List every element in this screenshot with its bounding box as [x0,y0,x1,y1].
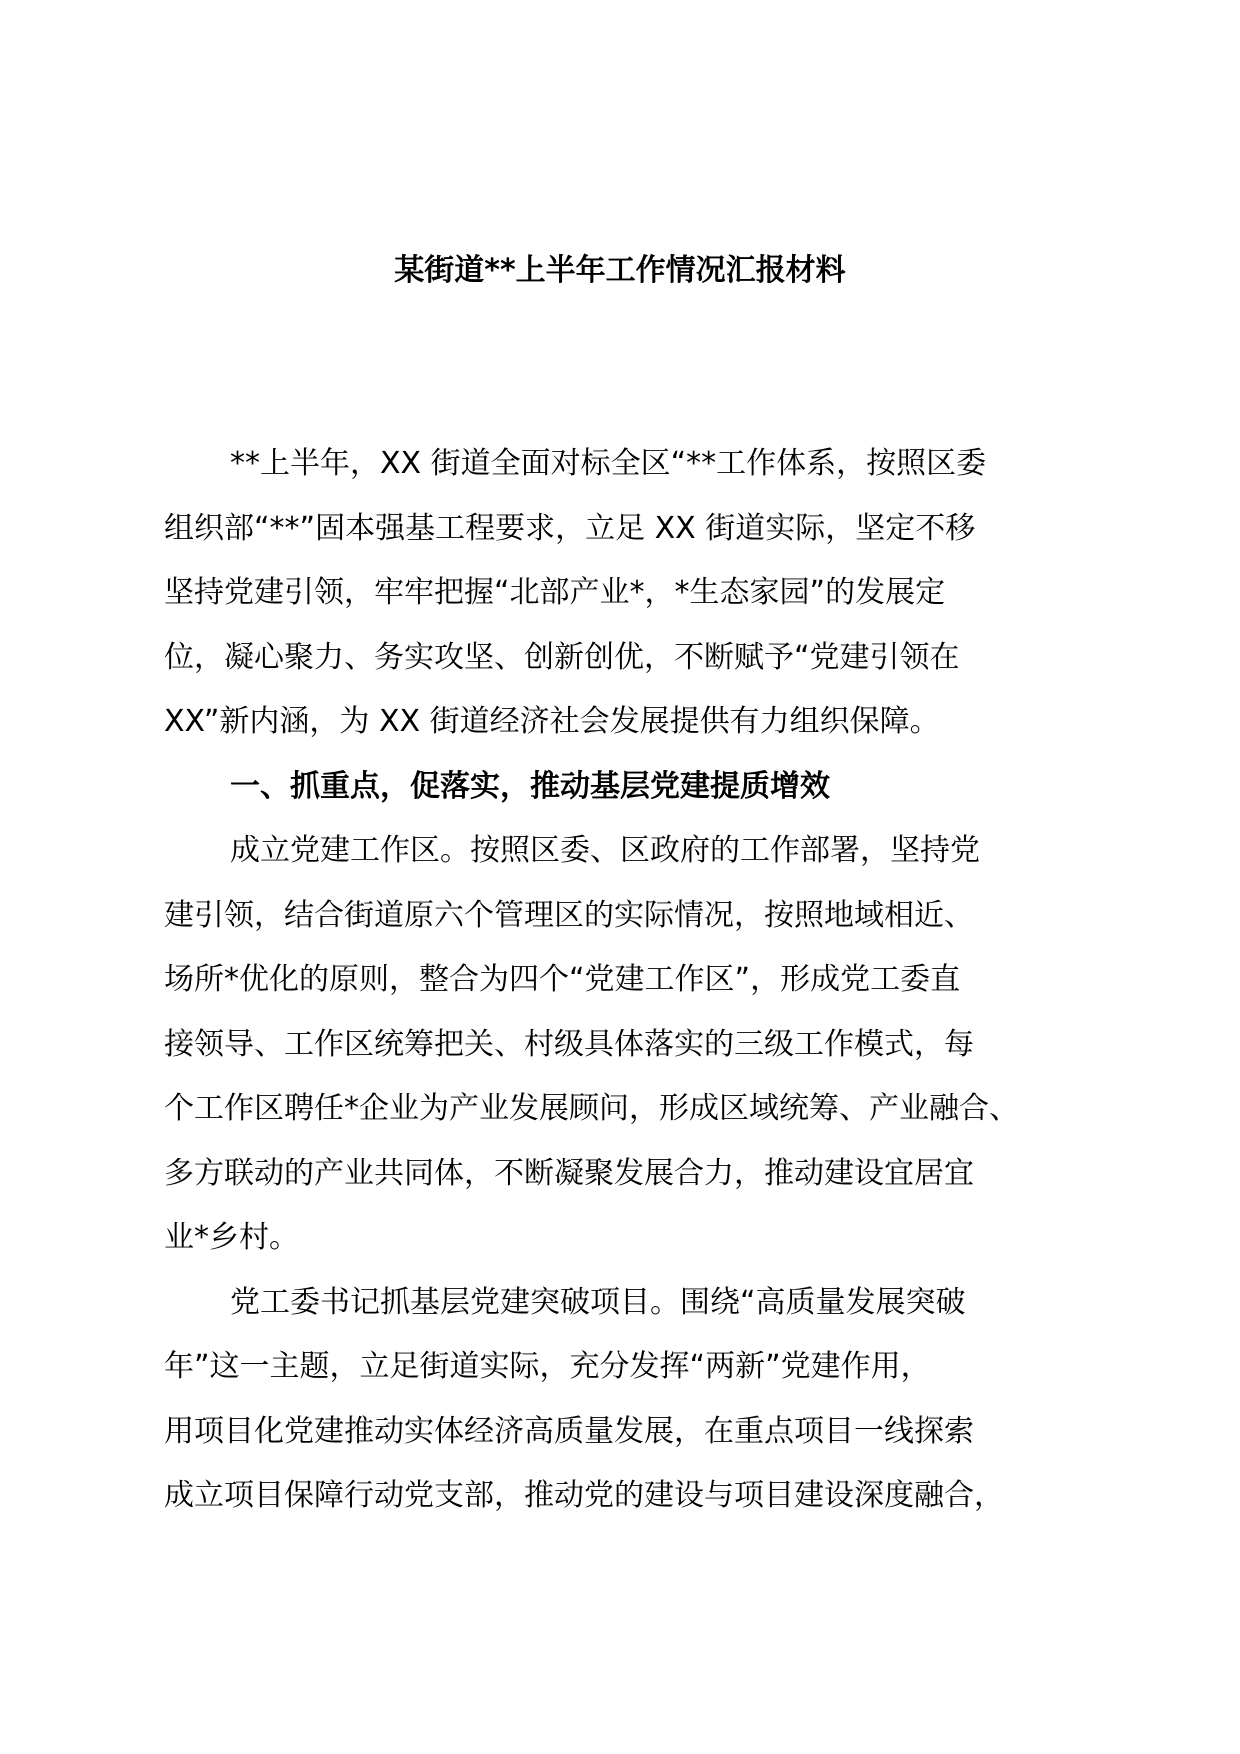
text-line: 用项目化党建推动实体经济高质量发展，在重点项目一线探索 [164,1413,974,1449]
text-line: 建引领，结合街道原六个管理区的实际情况，按照地域相近、 [164,897,974,933]
text-line: 场所*优化的原则，整合为四个“党建工作区”，形成党工委直 [164,962,961,997]
document-body [164,432,1084,1529]
party-work-zone-paragraph [164,819,1084,1271]
text-line: 接领导、工作区统筹把关、村级具体落实的三级工作模式，每 [164,1026,974,1062]
text-line: 成立党建工作区。按照区委、区政府的工作部署，坚持党 [230,833,980,868]
text-line: 成立项目保障行动党支部，推动党的建设与项目建设深度融合， [164,1478,1004,1513]
text-line: 个工作区聘任*企业为产业发展顾问，形成区域统筹、产业融合、 [164,1091,1019,1126]
breakthrough-project-paragraph [164,1271,1084,1529]
section-heading-1 [164,755,1084,820]
section-heading-text: 一、抓重点，促落实，推动基层党建提质增效 [230,768,830,804]
text-line: 组织部“**”固本强基工程要求，立足 XX 街道实际，坚定不移 [164,510,976,546]
text-line: 多方联动的产业共同体，不断凝聚发展合力，推动建设宜居宜 [164,1155,974,1191]
text-line: **上半年，XX 街道全面对标全区“**工作体系，按照区委 [230,446,987,481]
text-line: XX”新内涵，为 XX 街道经济社会发展提供有力组织保障。 [164,704,940,739]
text-line: 坚持党建引领，牢牢把握“北部产业*，*生态家园”的发展定 [164,575,946,610]
text-line: 位，凝心聚力、务实攻坚、创新创优，不断赋予“党建引领在 [164,639,960,675]
text-line: 业*乡村。 [164,1220,299,1255]
intro-paragraph [164,432,1084,755]
text-line: 党工委书记抓基层党建突破项目。围绕“高质量发展突破 [230,1284,966,1320]
text-line: 年”这一主题，立足街道实际，充分发挥“两新”党建作用， [164,1349,931,1384]
document-title: 某街道**上半年工作情况汇报材料 [394,253,846,288]
